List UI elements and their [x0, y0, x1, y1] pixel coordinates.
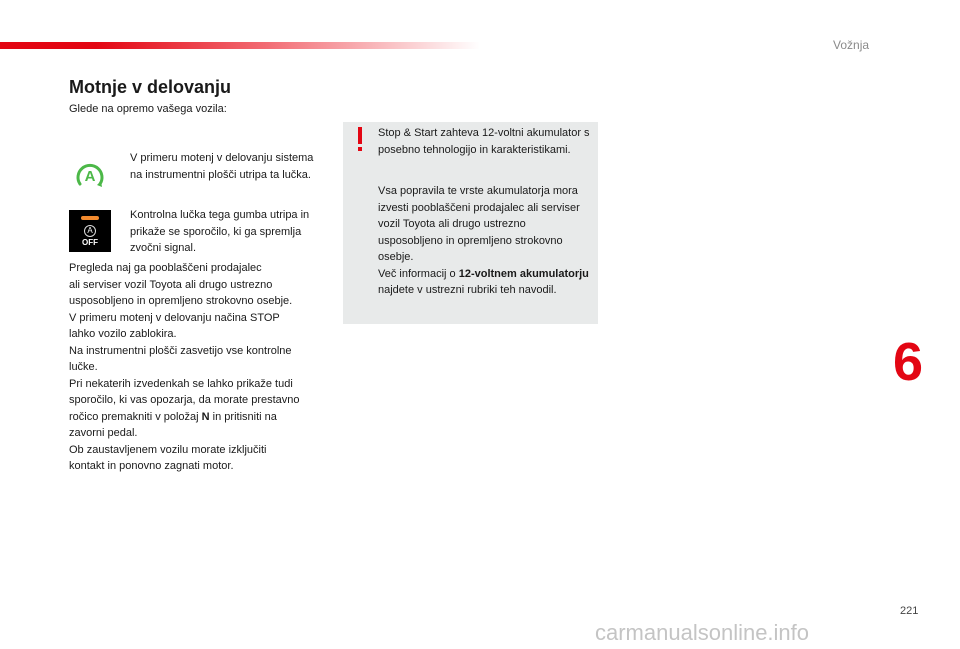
page-number: 221 — [900, 605, 919, 617]
button-light-description: Kontrolna lučka tega gumba utripa in prikaže se sporočilo, ki ga spremlja zvočni signal. — [130, 209, 310, 254]
intro-text: Glede na opremo vašega vozila: — [69, 103, 227, 115]
auto-stop-letter: A — [84, 168, 96, 185]
body-line: V primeru motenj v delovanju načina STOP — [69, 311, 280, 324]
body-line: ali serviser vozil Toyota ali drugo ustrezno — [69, 278, 273, 291]
body-line: ročico premakniti v položaj — [69, 410, 202, 423]
body-line: usposobljeno in opremljeno strokovno osebje. — [69, 295, 293, 307]
header-red-bar — [0, 42, 480, 49]
section-title: Vožnja — [833, 38, 870, 52]
watermark: carmanualsonline.info — [595, 620, 810, 645]
body-line: zavorni pedal. — [69, 427, 138, 439]
body-text — [69, 260, 331, 475]
warning-box — [343, 122, 598, 324]
body-line: Pri nekaterih izvedenkah se lahko prikaže tudi — [69, 377, 293, 390]
warning-repairs-text: Vsa popravila te vrste akumulatorja mora izvesti pooblaščeni prodajalec ali serviser vozil Toyota ali drugo ustrezno usposobljeno in opremljeno strokovno osebje. — [378, 185, 580, 263]
auto-stop-warning-icon — [74, 160, 106, 190]
body-line: lahko vozilo zablokira. — [69, 328, 177, 340]
off-label: OFF — [82, 238, 98, 247]
battery-link-text: 12-voltnem akumulatorju — [458, 267, 589, 280]
warning-light-description: V primeru motenj v delovanju sistema na instrumentni plošči utripa ta lučka. — [130, 152, 314, 181]
warning-more-info: Več informacij o — [378, 267, 459, 280]
auto-stop-ring-icon: A — [84, 225, 96, 237]
body-line: Na instrumentni plošči zasvetijo vse kontrolne — [69, 344, 292, 357]
warning-text-battery: Stop & Start zahteva 12-voltni akumulator s posebno tehnologijo in karakteristikami. — [378, 127, 590, 156]
orange-indicator-bar — [81, 216, 99, 220]
body-line: Ob zaustavljenem vozilu morate izključiti — [69, 443, 267, 456]
body-line: kontakt in ponovno zagnati motor. — [69, 460, 234, 472]
gear-position-n: N — [201, 410, 210, 423]
body-line: Pregleda naj ga pooblaščeni prodajalec — [69, 262, 262, 274]
body-line: in pritisniti na — [209, 410, 277, 423]
chapter-number: 6 — [893, 332, 924, 392]
stop-start-off-button-icon — [69, 210, 111, 252]
page-title: Motnje v delovanju — [69, 77, 232, 97]
warning-more-info-end: najdete v ustrezni rubriki teh navodil. — [378, 284, 557, 296]
exclamation-icon — [353, 126, 367, 152]
warning-text-repairs — [378, 183, 590, 299]
body-line: lučke. — [69, 361, 98, 373]
body-line: sporočilo, ki vas opozarja, da morate prestavno — [69, 394, 300, 406]
